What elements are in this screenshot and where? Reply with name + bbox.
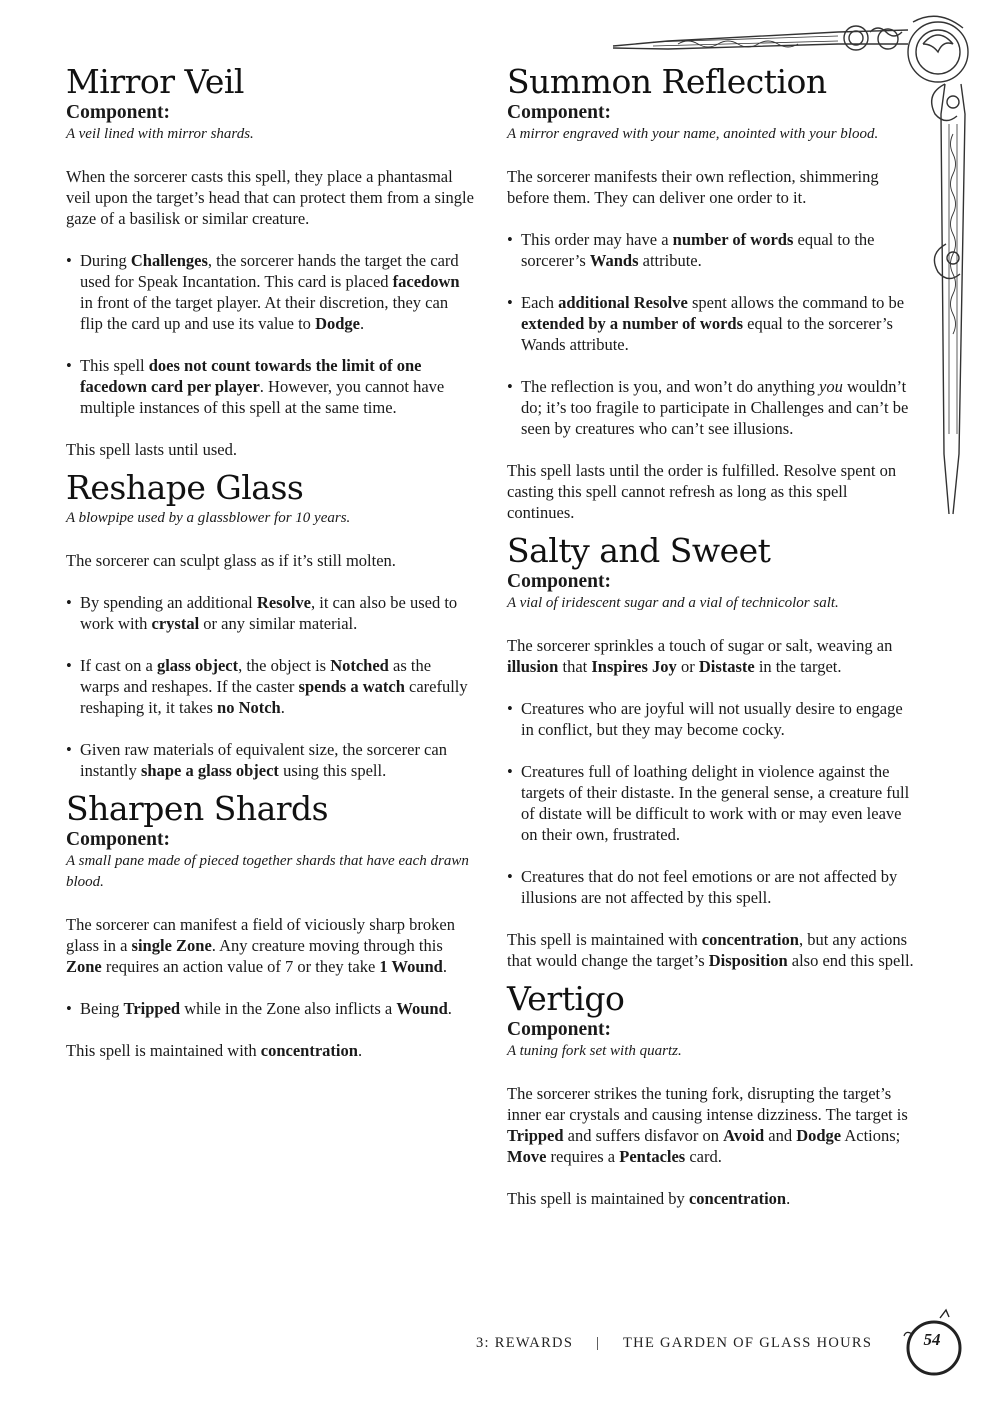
footer-separator: |	[596, 1335, 601, 1351]
spell-salty-and-sweet	[507, 531, 915, 971]
spell-title: Vertigo	[507, 979, 625, 1018]
book-title: THE GARDEN OF GLASS HOURS	[623, 1335, 873, 1351]
spell-duration: This spell lasts until the order is fulfilled. Resolve spent on casting this spell cannot refresh as long as this spell continues.	[507, 461, 897, 522]
component-text: A small pane made of pieced together shards that have each drawn blood.	[66, 853, 469, 890]
spell-title: Salty and Sweet	[507, 531, 771, 570]
bullet-item: • Creatures full of loathing delight in violence against the targets of their distaste. In the general sense, a creature full of distate will be difficult to work with or may even leave on their own, frustrated.	[507, 761, 915, 845]
bullet-item: • Creatures who are joyful will not usually desire to engage in conflict, but they may become cocky.	[507, 698, 915, 740]
border-ornament	[608, 14, 983, 524]
spell-duration: This spell is maintained with concentration, but any actions that would change the target’s Disposition also end this spell.	[507, 930, 914, 970]
bullet-list	[507, 698, 915, 908]
chapter-label: 3: REWARDS	[476, 1335, 574, 1351]
page-number-badge	[900, 1308, 972, 1380]
spell-intro: The sorcerer can manifest a field of viciously sharp broken glass in a single Zone. Any creature moving through this Zone requires an action value of 7 or they take 1 Wound.	[66, 915, 455, 976]
bullet-item: • If cast on a glass object, the object is Notched as the warps and reshapes. If the caster spends a watch carefully reshaping it, it takes no Notch.	[66, 655, 474, 718]
bullet-item: • During Challenges, the sorcerer hands the target the card used for Speak Incantation. This card is placed facedown in front of the target player. At their discretion, they can flip the card up and use its value to Dodge.	[66, 250, 474, 334]
bullet-item: • Given raw materials of equivalent size, the sorcerer can instantly shape a glass object using this spell.	[66, 739, 474, 781]
spell-duration: This spell is maintained by concentration.	[507, 1189, 791, 1208]
spell-title: Summon Reflection	[507, 62, 827, 101]
spell-title: Mirror Veil	[66, 62, 244, 101]
bullet-item: • This order may have a number of words equal to the sorcerer’s Wands attribute.	[507, 229, 915, 271]
spell-duration: This spell is maintained with concentration.	[66, 1041, 363, 1060]
spell-intro: When the sorcerer casts this spell, they place a phantasmal veil upon the target’s head that can protect them from a single gaze of a basilisk or similar creature.	[66, 167, 474, 228]
component-text: A blowpipe used by a glassblower for 10 years.	[66, 510, 351, 526]
component-text: A tuning fork set with quartz.	[507, 1043, 682, 1059]
bullet-item: • The reflection is you, and won’t do anything you wouldn’t do; it’s too fragile to participate in Challenges and can’t be seen by creatures who can’t see illusions.	[507, 376, 915, 439]
component-label: Component:	[507, 102, 612, 123]
component-label: Component:	[507, 571, 612, 592]
spell-duration: This spell lasts until used.	[66, 440, 237, 459]
bullet-item: • By spending an additional Resolve, it can also be used to work with crystal or any similar material.	[66, 592, 474, 634]
component-label: Component:	[66, 829, 171, 850]
bullet-list	[66, 998, 474, 1019]
bullet-item: • Each additional Resolve spent allows the command to be extended by a number of words equal to the sorcerer’s Wands attribute.	[507, 292, 915, 355]
spell-vertigo	[507, 979, 915, 1209]
component-label: Component:	[507, 1019, 612, 1040]
bullet-list	[66, 250, 474, 418]
bullet-item: • Creatures that do not feel emotions or are not affected by illusions are not affected by this spell.	[507, 866, 915, 908]
spell-intro: The sorcerer strikes the tuning fork, disrupting the target’s inner ear crystals and causing intense dizziness. The target is Tripped and suffers disfavor on Avoid and Dodge Actions; Move requires a Pentacles card.	[507, 1084, 908, 1166]
page-number: 54	[923, 1330, 941, 1349]
page-footer	[476, 1335, 872, 1352]
spell-reshape-glass	[66, 468, 474, 781]
bullet-item: • This spell does not count towards the limit of one facedown card per player. However, you cannot have multiple instances of this spell at the same time.	[66, 355, 474, 418]
spell-sharpen-shards	[66, 789, 474, 1061]
spell-title: Sharpen Shards	[66, 789, 329, 828]
spell-intro: The sorcerer sprinkles a touch of sugar or salt, weaving an illusion that Inspires Joy or Distaste in the target.	[507, 636, 893, 676]
left-column	[66, 62, 474, 1082]
spell-title: Reshape Glass	[66, 468, 304, 507]
component-label: Component:	[66, 102, 171, 123]
spell-intro: The sorcerer manifests their own reflection, shimmering before them. They can deliver one order to it.	[507, 167, 879, 207]
component-text: A mirror engraved with your name, anointed with your blood.	[507, 126, 879, 142]
bullet-list	[66, 592, 474, 781]
component-text: A veil lined with mirror shards.	[66, 126, 254, 142]
component-text: A vial of iridescent sugar and a vial of technicolor salt.	[507, 595, 839, 611]
bullet-item: • Being Tripped while in the Zone also inflicts a Wound.	[66, 998, 474, 1019]
spell-intro: The sorcerer can sculpt glass as if it’s still molten.	[66, 551, 396, 570]
spell-mirror-veil	[66, 62, 474, 460]
